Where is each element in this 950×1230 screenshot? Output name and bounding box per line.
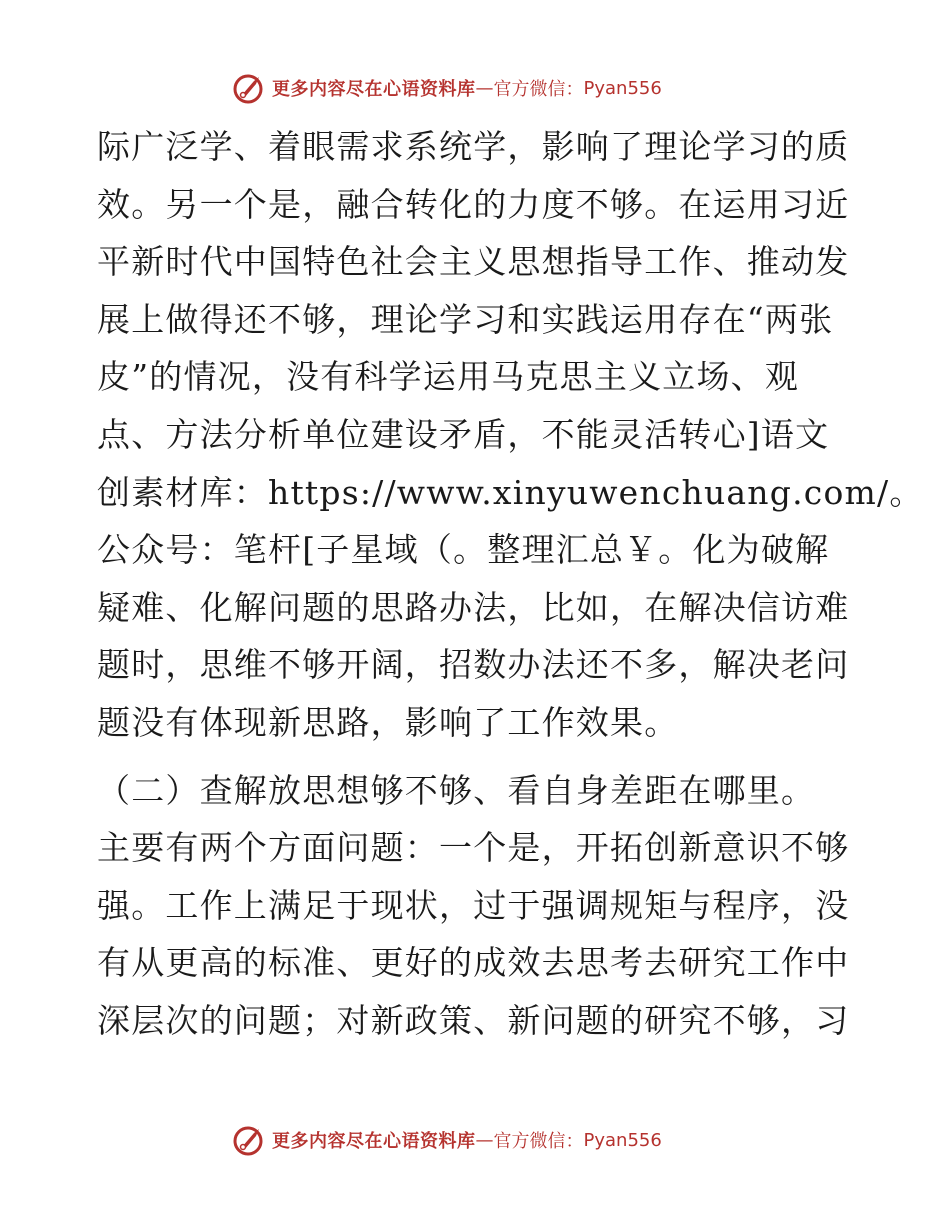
body-line: 平新时代中国特色社会主义思想指导工作、推动发 <box>97 242 850 282</box>
banner-title: 更多内容尽在心语资料库 <box>272 79 476 100</box>
banner-wechat-label: 官方微信 <box>493 1131 566 1152</box>
body-line: 皮”的情况，没有科学运用马克思主义立场、观 <box>97 357 800 397</box>
body-line: 深层次的问题；对新政策、新问题的研究不够，习 <box>97 1000 850 1040</box>
header-banner <box>232 68 732 108</box>
banner-separator: ： <box>565 79 584 100</box>
body-line: 有从更高的标准、更好的成效去思考去研究工作中 <box>97 943 850 983</box>
pen-nib-logo-icon <box>232 71 266 105</box>
body-line: 疑难、化解问题的思路办法，比如，在解决信访难 <box>97 587 850 627</box>
body-line-url: 创素材库：https://www.xinyuwenchuang.com/。 <box>97 472 924 512</box>
body-line: 际广泛学、着眼需求系统学，影响了理论学习的质 <box>97 127 850 166</box>
body-line: 效。另一个是，融合转化的力度不够。在运用习近 <box>97 184 850 224</box>
body-line: 展上做得还不够，理论学习和实践运用存在“两张 <box>97 299 834 339</box>
body-line: 强。工作上满足于现状，过于强调规矩与程序，没 <box>97 885 850 925</box>
body-line: 主要有两个方面问题：一个是，开拓创新意识不够 <box>97 828 850 868</box>
banner-wechat-id: Pyan556 <box>583 77 662 99</box>
banner-dash: — <box>475 77 494 99</box>
banner-wechat-id: Pyan556 <box>583 1129 662 1151</box>
banner-title: 更多内容尽在心语资料库 <box>272 1131 476 1152</box>
body-line: 题时，思维不够开阔，招数办法还不多，解决老问 <box>97 645 850 685</box>
section-heading: （二）查解放思想够不够、看自身差距在哪里。 <box>97 770 816 810</box>
footer-banner <box>232 1120 732 1160</box>
body-line: 点、方法分析单位建设矛盾，不能灵活转心]语文 <box>97 414 830 454</box>
banner-dash: — <box>475 1129 494 1151</box>
pen-nib-logo-icon <box>232 1123 266 1157</box>
banner-separator: ： <box>565 1131 584 1152</box>
body-line: 题没有体现新思路，影响了工作效果。 <box>97 702 679 742</box>
banner-wechat-label: 官方微信 <box>493 79 566 100</box>
document-body <box>97 118 924 1050</box>
body-line: 公众号：笔杆[子星域（。整理汇总￥。化为破解 <box>97 530 830 570</box>
